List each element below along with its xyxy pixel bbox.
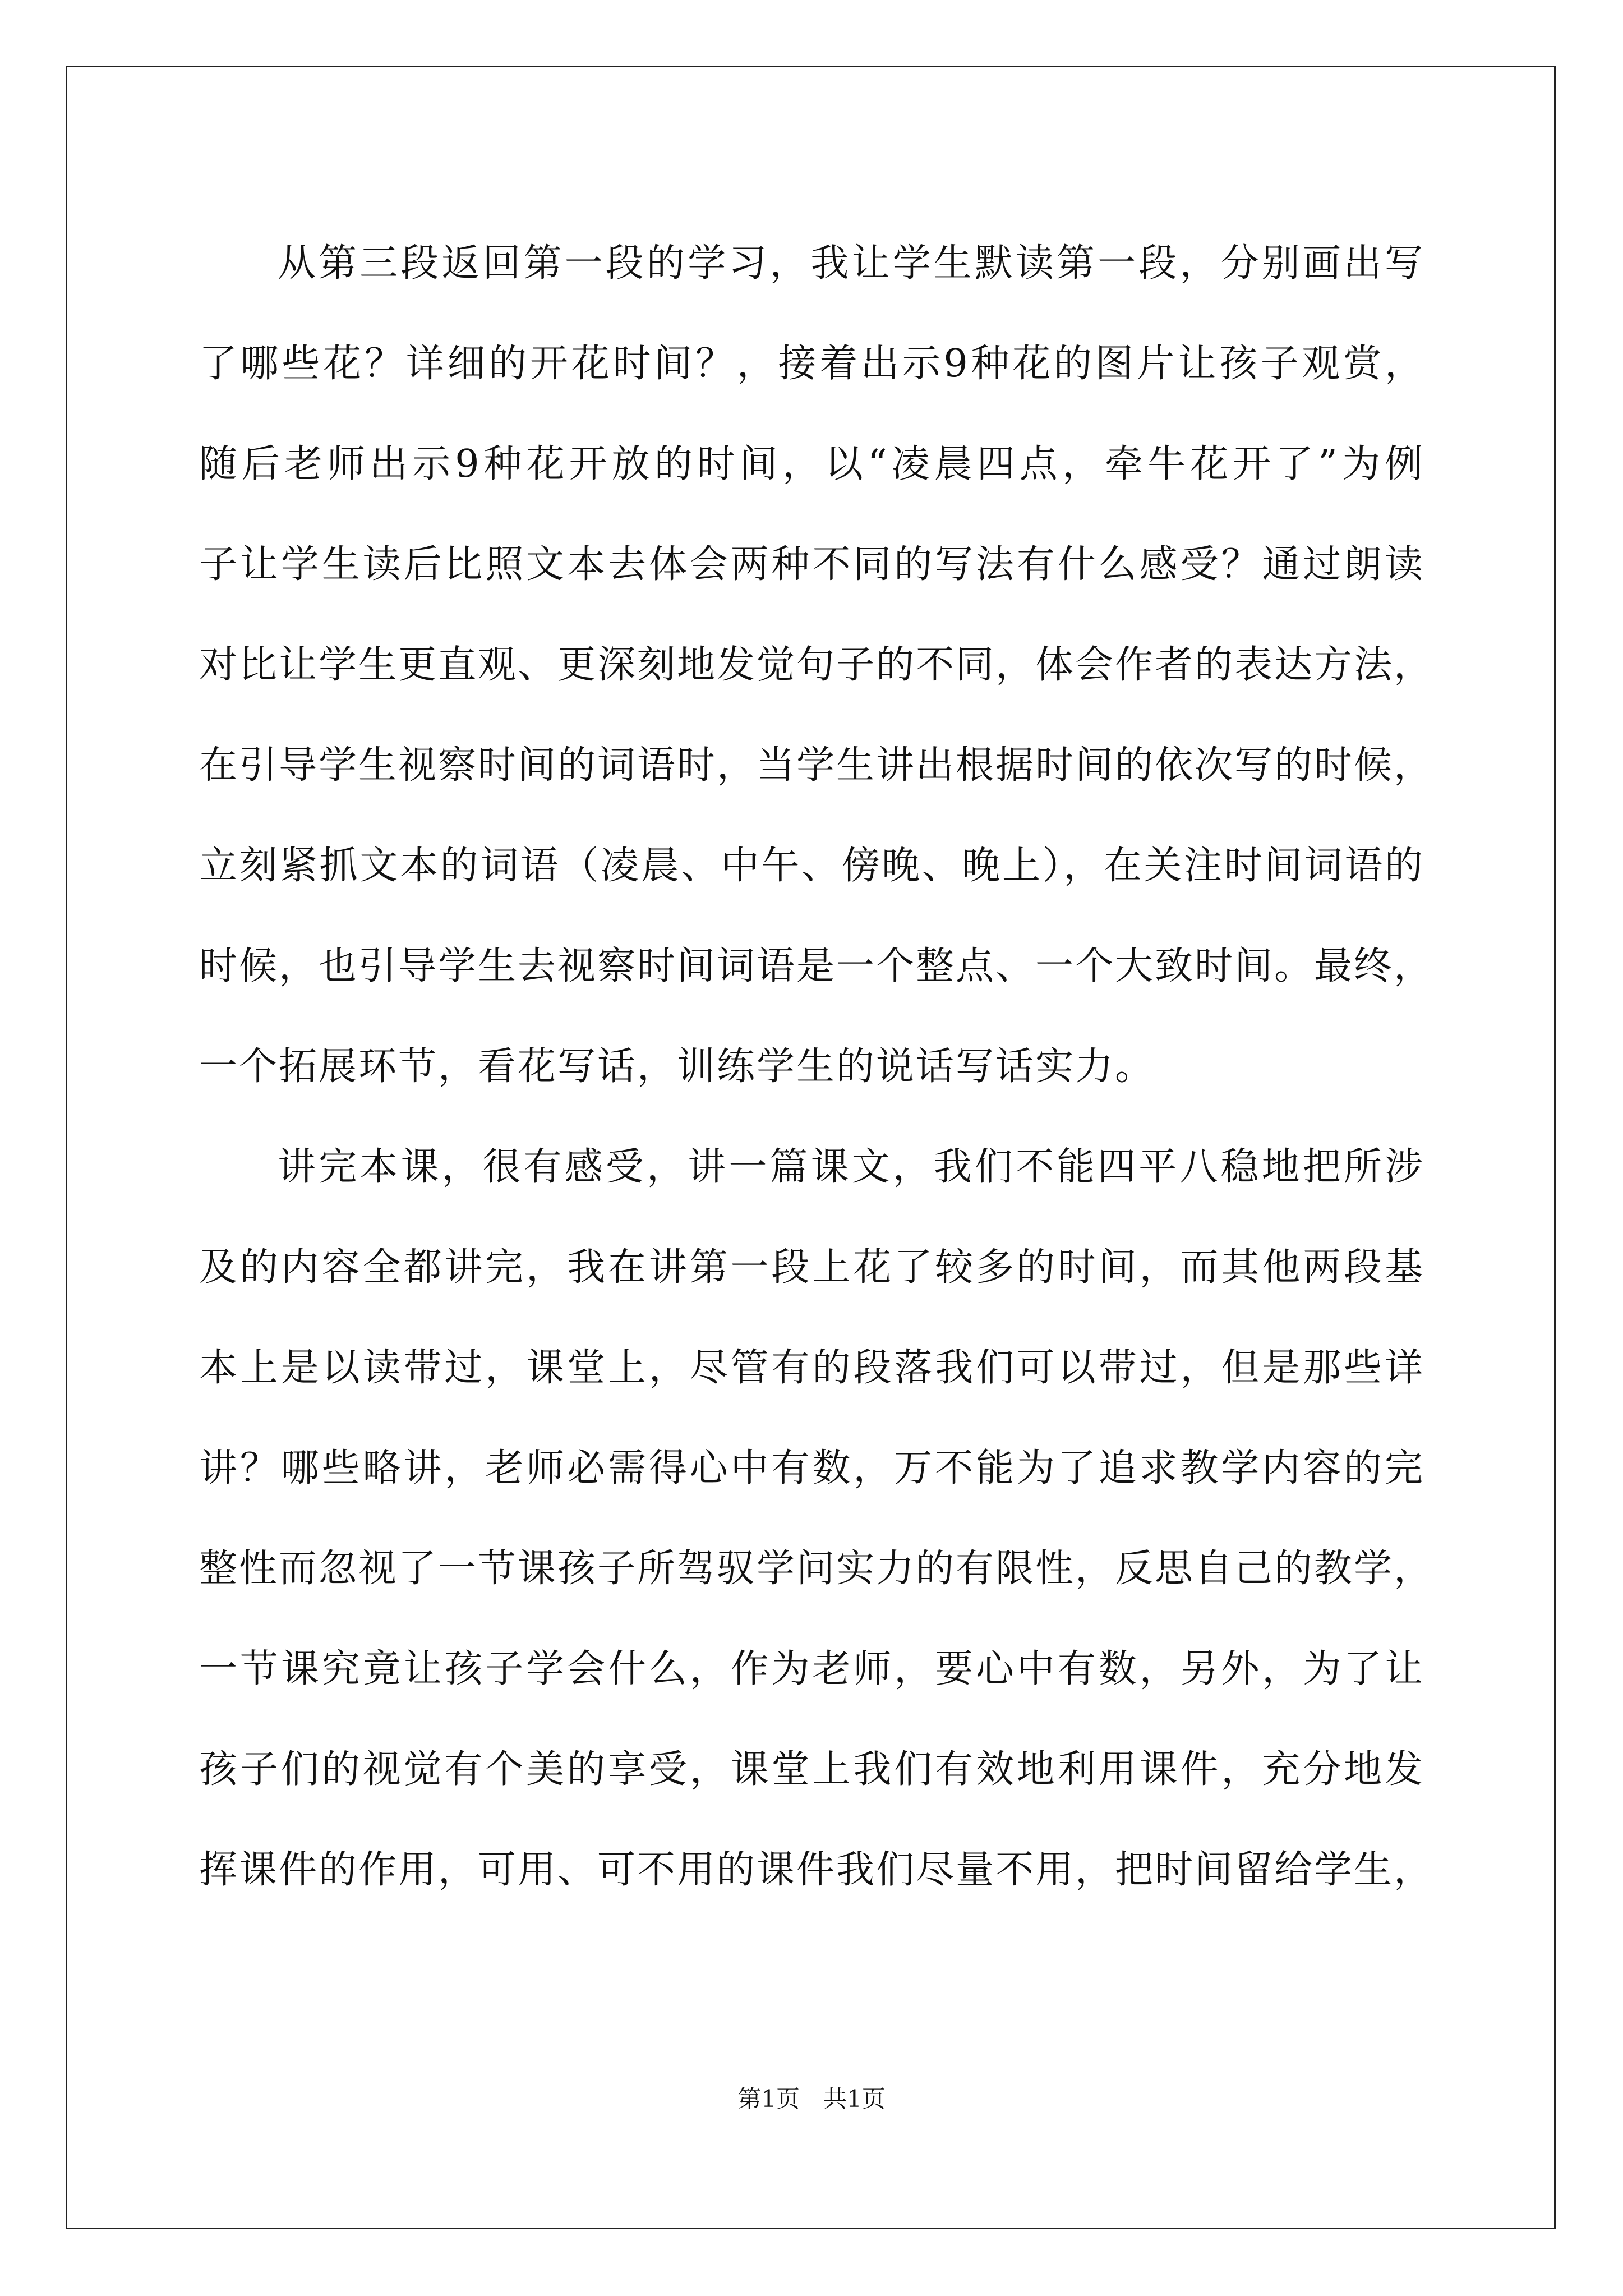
paragraph-2-line-1: 讲完本课，很有感受，讲一篇课文，我们不能四平八稳地把所涉: [278, 1145, 1424, 1189]
paragraph-2-line-7: 孩子们的视觉有个美的享受，课堂上我们有效地利用课件，充分地发: [199, 1747, 1424, 1792]
paragraph-1-line-3: 随后老师出示9种花开放的时间，以“凌晨四点，牵牛花开了”为例: [199, 442, 1424, 486]
paragraph-1-line-7: 立刻紧抓文本的词语（凌晨、中午、傍晚、晚上），在关注时间词语的: [199, 844, 1424, 888]
paragraph-1-line-6: 在引导学生视察时间的词语时，当学生讲出根据时间的依次写的时候，: [199, 743, 1434, 788]
paragraph-1-line-9: 一个拓展环节，看花写话，训练学生的说话写话实力。: [199, 1045, 1155, 1089]
paragraph-2-line-6: 一节课究竟让孩子学会什么，作为老师，要心中有数，另外，为了让: [199, 1647, 1424, 1691]
paragraph-2-line-4: 讲？哪些略讲，老师必需得心中有数，万不能为了追求教学内容的完: [199, 1446, 1424, 1490]
paragraph-1-line-8: 时候，也引导学生去视察时间词语是一个整点、一个大致时间。最终，: [199, 944, 1434, 988]
paragraph-2-line-3: 本上是以读带过，课堂上，尽管有的段落我们可以带过，但是那些详: [199, 1346, 1424, 1390]
paragraph-1-line-1: 从第三段返回第一段的学习，我让学生默读第一段，分别画出写: [278, 241, 1424, 286]
page-footer: 第1页 共1页: [737, 2085, 886, 2113]
paragraph-1-line-5: 对比让学生更直观、更深刻地发觉句子的不同，体会作者的表达方法，: [199, 643, 1434, 687]
document-body: [199, 213, 1434, 1920]
paragraph-1-line-2: 了哪些花？详细的开花时间？，接着出示9种花的图片让孩子观赏，: [199, 342, 1424, 386]
paragraph-2-line-5: 整性而忽视了一节课孩子所驾驭学问实力的有限性，反思自己的教学，: [199, 1547, 1434, 1591]
paragraph-2-line-8: 挥课件的作用，可用、可不用的课件我们尽量不用，把时间留给学生，: [199, 1848, 1434, 1892]
paragraph-1-line-4: 子让学生读后比照文本去体会两种不同的写法有什么感受？通过朗读: [199, 542, 1424, 587]
paragraph-2-line-2: 及的内容全都讲完，我在讲第一段上花了较多的时间，而其他两段基: [199, 1245, 1424, 1290]
